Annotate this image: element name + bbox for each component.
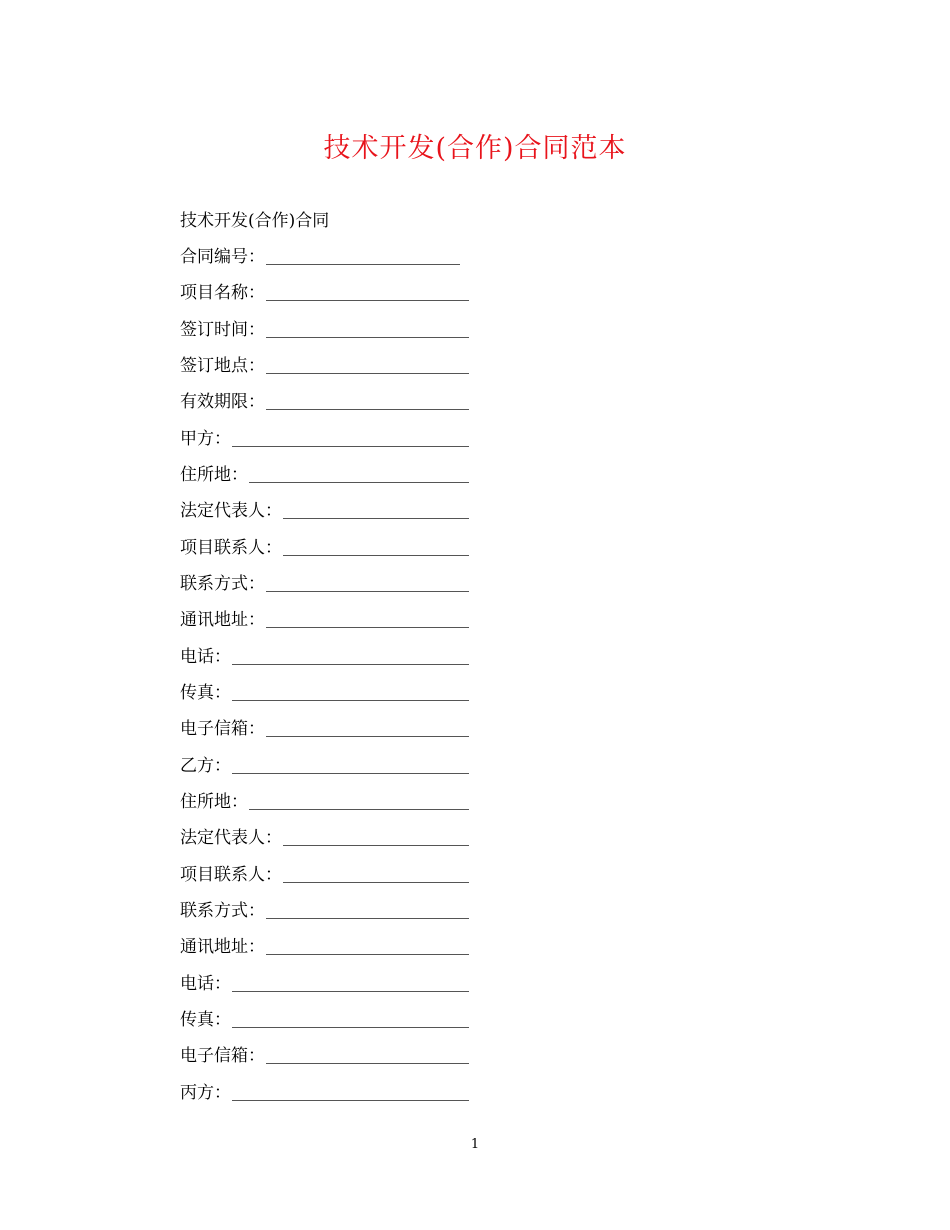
field-row — [180, 644, 500, 680]
field-blank-line — [266, 280, 469, 301]
field-row — [180, 317, 500, 353]
field-label: 传真： — [180, 1009, 231, 1030]
field-row — [180, 789, 500, 825]
field-blank-line — [283, 535, 469, 556]
field-row — [180, 280, 500, 316]
field-blank-line — [266, 571, 469, 592]
field-label: 项目名称： — [180, 283, 265, 304]
field-row — [180, 1080, 500, 1116]
field-row — [180, 753, 500, 789]
field-blank-line — [266, 607, 469, 628]
field-blank-line — [232, 971, 469, 992]
field-blank-line — [266, 934, 469, 955]
field-blank-line — [283, 825, 469, 846]
field-row — [180, 244, 500, 280]
field-label: 通讯地址： — [180, 610, 265, 631]
field-blank-line — [266, 244, 460, 265]
contract-fields — [180, 244, 500, 1116]
field-row — [180, 571, 500, 607]
field-row — [180, 1043, 500, 1079]
field-blank-line — [232, 1080, 469, 1101]
field-blank-line — [249, 789, 469, 810]
field-blank-line — [283, 498, 469, 519]
field-label: 签订时间： — [180, 319, 265, 340]
field-row — [180, 825, 500, 861]
field-label: 传真： — [180, 682, 231, 703]
field-row — [180, 898, 500, 934]
field-row — [180, 498, 500, 534]
field-blank-line — [266, 898, 469, 919]
field-label: 法定代表人： — [180, 828, 282, 849]
field-blank-line — [266, 353, 469, 374]
field-blank-line — [232, 426, 469, 447]
field-label: 电子信箱： — [180, 719, 265, 740]
field-label: 项目联系人： — [180, 537, 282, 558]
field-row — [180, 680, 500, 716]
field-blank-line — [232, 753, 469, 774]
page-number: 1 — [470, 1137, 480, 1152]
field-label: 通讯地址： — [180, 937, 265, 958]
field-label: 合同编号： — [180, 247, 265, 267]
field-row — [180, 862, 500, 898]
document-title: 技术开发(合作)合同范本 — [323, 133, 627, 164]
field-blank-line — [283, 862, 469, 883]
field-label: 电话： — [180, 646, 231, 667]
field-blank-line — [266, 1043, 469, 1064]
field-label: 项目联系人： — [180, 864, 282, 885]
field-row — [180, 607, 500, 643]
field-row — [180, 716, 500, 752]
field-label: 住所地： — [180, 464, 248, 485]
field-row — [180, 426, 500, 462]
field-label: 住所地： — [180, 791, 248, 812]
field-label: 甲方： — [180, 428, 231, 449]
field-label: 有效期限： — [180, 392, 265, 413]
field-row — [180, 462, 500, 498]
field-label: 丙方： — [180, 1082, 231, 1103]
field-row — [180, 934, 500, 970]
field-row — [180, 535, 500, 571]
field-blank-line — [266, 317, 469, 338]
field-label: 法定代表人： — [180, 501, 282, 522]
field-blank-line — [266, 716, 469, 737]
field-blank-line — [266, 389, 469, 410]
field-label: 电子信箱： — [180, 1046, 265, 1067]
field-label: 电话： — [180, 973, 231, 994]
field-label: 签订地点： — [180, 355, 265, 376]
field-row — [180, 389, 500, 425]
field-blank-line — [232, 1007, 469, 1028]
field-label: 联系方式： — [180, 900, 265, 921]
field-blank-line — [232, 680, 469, 701]
contract-subtitle: 技术开发(合作)合同 — [180, 211, 330, 231]
field-blank-line — [249, 462, 469, 483]
field-label: 乙方： — [180, 755, 231, 776]
field-row — [180, 971, 500, 1007]
field-blank-line — [232, 644, 469, 665]
field-label: 联系方式： — [180, 573, 265, 594]
field-row — [180, 353, 500, 389]
field-row — [180, 1007, 500, 1043]
